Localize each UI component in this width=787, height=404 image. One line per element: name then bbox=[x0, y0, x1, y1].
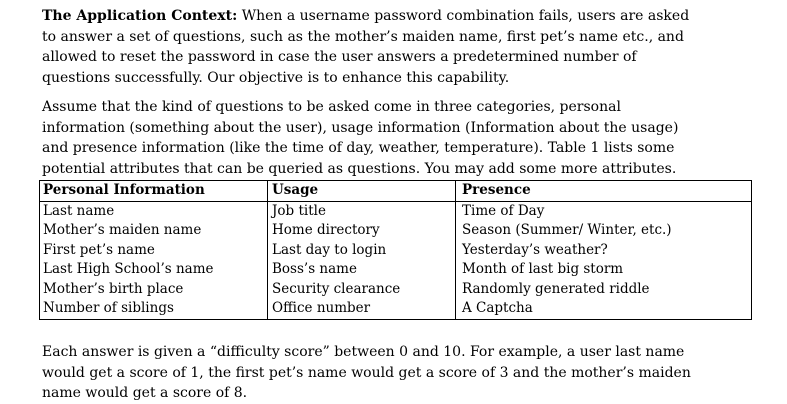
context-line-4: questions successfully. Our objective is to enhance this capability. bbox=[42, 69, 510, 86]
table-header-row bbox=[40, 181, 752, 202]
table-row bbox=[40, 201, 752, 221]
table-cell: Last day to login bbox=[268, 241, 456, 261]
difficulty-line-2: would get a score of 1, the first pet’s name would get a score of 3 and the mother’s maiden bbox=[42, 364, 691, 381]
header-presence: Presence bbox=[456, 181, 752, 202]
attributes-table bbox=[39, 180, 752, 320]
table-cell: Job title bbox=[268, 201, 456, 221]
difficulty-paragraph bbox=[42, 342, 742, 404]
table-cell: Time of Day bbox=[456, 201, 752, 221]
table-cell: Last name bbox=[40, 201, 268, 221]
table-cell: Office number bbox=[268, 299, 456, 319]
table-row bbox=[40, 241, 752, 261]
table-cell: Mother’s maiden name bbox=[40, 221, 268, 241]
table-cell: Month of last big storm bbox=[456, 260, 752, 280]
table-cell: First pet’s name bbox=[40, 241, 268, 261]
context-line-2: to answer a set of questions, such as the mother’s maiden name, first pet’s name etc., and bbox=[42, 28, 684, 45]
table-cell: Yesterday’s weather? bbox=[456, 241, 752, 261]
table-row bbox=[40, 280, 752, 300]
header-usage: Usage bbox=[268, 181, 456, 202]
context-heading: The Application Context: bbox=[42, 8, 238, 24]
table-cell: Security clearance bbox=[268, 280, 456, 300]
table-cell: Randomly generated riddle bbox=[456, 280, 752, 300]
table-row bbox=[40, 260, 752, 280]
context-line-1: When a username password combination fails, users are asked bbox=[237, 8, 690, 24]
paragraph-line bbox=[42, 6, 742, 27]
difficulty-line-1: Each answer is given a “difficulty score” between 0 and 10. For example, a user last name bbox=[42, 344, 685, 360]
header-personal-information: Personal Information bbox=[40, 181, 268, 202]
table-row bbox=[40, 221, 752, 241]
table-cell: Boss’s name bbox=[268, 260, 456, 280]
table-cell: Season (Summer/ Winter, etc.) bbox=[456, 221, 752, 241]
table-cell: Mother’s birth place bbox=[40, 280, 268, 300]
table-cell: Number of siblings bbox=[40, 299, 268, 319]
difficulty-line-3: name would get a score of 8. bbox=[42, 385, 248, 401]
application-context-paragraph bbox=[42, 6, 742, 88]
assumption-paragraph bbox=[42, 97, 742, 179]
context-line-3: allowed to reset the password in case the user answers a predetermined number of bbox=[42, 49, 637, 65]
table-cell: Home directory bbox=[268, 221, 456, 241]
assume-line-1: Assume that the kind of questions to be asked come in three categories, personal bbox=[42, 99, 621, 115]
table-row bbox=[40, 299, 752, 319]
assume-line-4: potential attributes that can be queried as questions. You may add some more attributes. bbox=[42, 160, 677, 177]
assume-line-3: and presence information (like the time of day, weather, temperature). Table 1 lists some bbox=[42, 140, 675, 156]
table-cell: A Captcha bbox=[456, 299, 752, 319]
assume-line-2: information (something about the user), usage information (Information about the usage) bbox=[42, 119, 679, 136]
table-cell: Last High School’s name bbox=[40, 260, 268, 280]
